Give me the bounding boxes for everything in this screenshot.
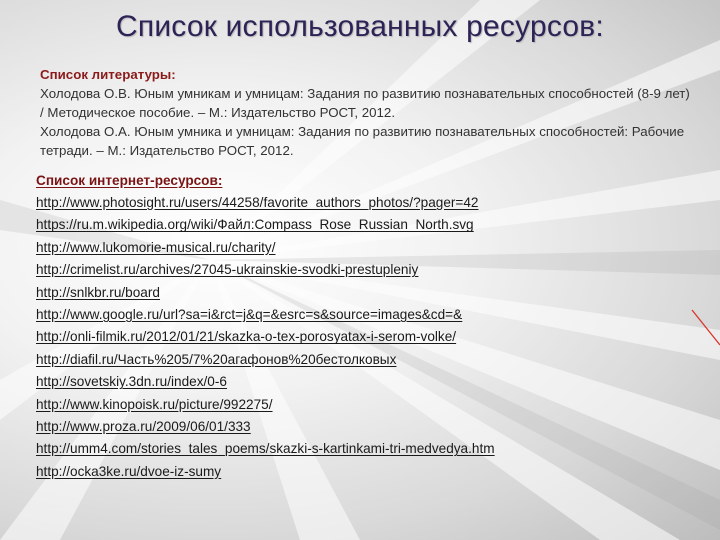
link-item: [36, 371, 696, 393]
resource-link[interactable]: http://www.photosight.ru/users/44258/favorite_authors_photos/?pager=42: [36, 195, 479, 210]
resource-link[interactable]: http://www.google.ru/url?sa=i&rct=j&q=&esrc=s&source=images&cd=&: [36, 306, 463, 322]
resource-link[interactable]: http://www.kinopoisk.ru/picture/992275/: [36, 396, 273, 412]
resource-link[interactable]: http://umm4.com/stories_tales_poems/skazki-s-kartinkami-tri-medvedya.htm: [36, 441, 495, 457]
internet-section: [36, 170, 696, 483]
literature-heading: Список литературы:: [40, 67, 176, 82]
resource-link[interactable]: http://sovetskiy.3dn.ru/index/0-6: [36, 374, 227, 390]
link-item: [36, 304, 696, 326]
page-title: Список использованных ресурсов:: [116, 10, 604, 43]
link-item: [36, 192, 696, 214]
resource-link[interactable]: http://crimelist.ru/archives/27045-ukrainskie-svodki-prestupleniy: [36, 262, 419, 278]
link-item: [36, 349, 696, 371]
resource-link[interactable]: http://www.proza.ru/2009/06/01/333: [36, 418, 251, 434]
link-item: [36, 237, 696, 259]
link-item: [36, 282, 696, 304]
link-item: [36, 394, 696, 416]
literature-section: [40, 65, 690, 160]
link-list: [36, 192, 696, 483]
resource-link[interactable]: http://snlkbr.ru/board: [36, 284, 160, 300]
link-item: [36, 438, 696, 460]
link-item: [36, 416, 696, 438]
resource-link[interactable]: http://www.lukomorie-musical.ru/charity/: [36, 239, 276, 255]
resource-link[interactable]: http://ocka3ke.ru/dvoe-iz-sumy: [36, 463, 222, 479]
resource-link[interactable]: https://ru.m.wikipedia.org/wiki/Файл:Compass_Rose_Russian_North.svg: [36, 217, 474, 233]
resource-link[interactable]: http://onli-filmik.ru/2012/01/21/skazka-o-tex-porosyatax-i-serom-volke/: [36, 329, 457, 345]
resource-link[interactable]: http://diafil.ru/Часть%205/7%20агафонов%20бестолковых: [36, 351, 397, 367]
link-item: [36, 259, 696, 281]
internet-heading: Список интернет-ресурсов:: [36, 173, 223, 188]
link-item: [36, 214, 696, 236]
link-item: [36, 461, 696, 483]
literature-item: Холодова О.В. Юным умникам и умницам: Задания по развитию познавательных способностей (8-9 лет) / Методическое пособие. – М.: Издательство РОСТ, 2012.: [40, 86, 690, 120]
literature-item: Холодова О.А. Юным умника и умницам: Задания по развитию познавательных способностей: Рабочие тетради. – М.: Издательство РОСТ, 2012.: [40, 124, 685, 158]
link-item: [36, 326, 696, 348]
